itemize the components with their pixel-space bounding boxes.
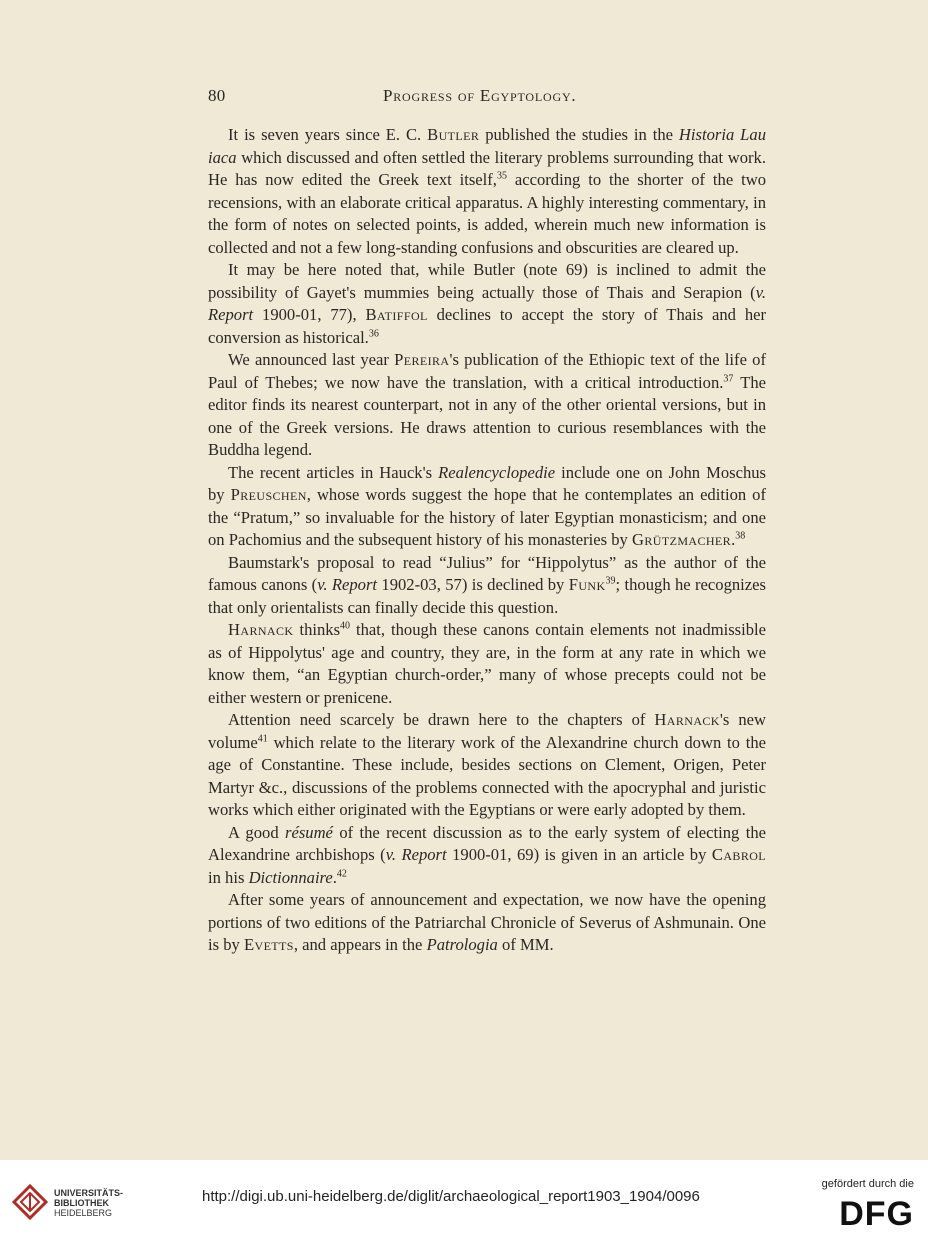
paragraph-3: We announced last year Pereira's publication of the Ethiopic text of the life of Paul of Thebes; we now have the translation, with a critical introduction.$^{37}$ The editor finds its nearest counterpart, not in any of the other oriental versions, but in one of the Greek versions. He draws attention to curious resemblances with the Buddha legend.: [208, 350, 766, 459]
footnote-ref: 40: [340, 620, 351, 632]
digitization-footer: [0, 1160, 928, 1240]
paragraph-5: Baumstark's proposal to read “Julius” for “Hippolytus” as the author of the famous canons (v. Report 1902-03, 57) is declined by Funk$^{39}$; though he recognizes that only orientalists can finally decide this question.: [208, 552, 766, 617]
paragraph-6: Harnack thinks$^{40}$ that, though these canons contain elements not inadmissible as of Hippolytus' age and country, they are, in the form at any rate in which we know them, “an Egyptian church-order,” many of whose precepts could not be either western or prenicene.: [208, 620, 767, 707]
body-text: [208, 124, 766, 957]
author-harnack: Harnack: [228, 620, 294, 639]
library-name: UNIVERSITÄTS- BIBLIOTHEK HEIDELBERG: [54, 1188, 124, 1218]
paragraph-4: The recent articles in Hauck's Realencyclopedie include one on John Moschus by Preuschen, whose words suggest the hope that he contemplates an edition of the “Pratum,” so invaluable for the history of later Egyptian monasticism; and one on Pachomius and the subsequent history of his monasteries by Grützmacher.$^{38}$: [208, 462, 766, 549]
footnote-ref: 37: [723, 372, 734, 384]
paragraph-9: After some years of announcement and expectation, we now have the opening portions of two editions of the Patriarchal Chronicle of Severus of Ashmunain. One is by Evetts, and appears in the Patrologia of MM.: [208, 890, 766, 954]
running-title: Progress of Egyptology.: [383, 86, 577, 105]
author-butler: Butler: [427, 125, 480, 144]
footnote-ref: 38: [735, 530, 746, 542]
footnote-ref: 41: [257, 732, 268, 744]
author-funk: Funk: [568, 575, 606, 594]
author-preuschen: Preuschen: [230, 485, 307, 504]
title-historia: Historia Lau iaca: [208, 125, 766, 167]
author-batiffol: Batiffol: [365, 305, 428, 324]
dfg-logo: DFG: [839, 1195, 914, 1233]
paragraph-7: Attention need scarcely be drawn here to the chapters of Harnack's new volume$^{41}$ which relate to the literary work of the Alexandrine church down to the age of Constantine. These include, besides sections on Clement, Origen, Peter Martyr &c., discussions of the problems connected with the apocryphal and juristic works which either originated with the Egyptians or were early adopted by them.: [208, 710, 766, 819]
footnote-ref: 42: [336, 867, 347, 879]
paragraph-1: It is seven years since E. C. Butler published the studies in the Historia Lau iaca which discussed and often settled the literary problems surrounding that work. He has now edited the Greek text itself,$^{35}$ according to the shorter of the two recensions, with an elaborate critical apparatus. A highly interesting commentary, in the form of notes on selected points, is added, wherein much new information is collected and not a few long-standing confusions and obscurities are cleared up.: [208, 125, 766, 257]
permalink-url[interactable]: http://digi.ub.uni-heidelberg.de/diglit/archaeological_report1903_1904/0096: [202, 1188, 700, 1205]
paragraph-8: A good résumé of the recent discussion as to the early system of electing the Alexandrine archbishops (v. Report 1900-01, 69) is given in an article by Cabrol in his Dictionnaire.$^{42}$: [208, 822, 767, 887]
page-header: [208, 86, 768, 110]
author-evetts: Evetts: [243, 935, 294, 954]
paragraph-2: It may be here noted that, while Butler (note 69) is inclined to admit the possibility of Gayet's mummies being actually those of Thais and Serapion (v. Report 1900-01, 77), Batiffol declines to accept the story of Thais and her conversion as historical.$^{36}$: [208, 260, 767, 347]
university-library-logo-icon: [12, 1182, 48, 1222]
funding-caption: gefördert durch die: [821, 1178, 914, 1190]
author-grutzmacher: Grützmacher: [632, 530, 732, 549]
author-pereira: Pereira: [394, 350, 450, 369]
author-cabrol: Cabrol: [711, 845, 767, 864]
footnote-ref: 36: [368, 327, 379, 339]
page-number: 80: [208, 86, 226, 105]
footnote-ref: 39: [605, 575, 616, 587]
footnote-ref: 35: [496, 170, 507, 182]
author-harnack: Harnack: [654, 710, 720, 729]
